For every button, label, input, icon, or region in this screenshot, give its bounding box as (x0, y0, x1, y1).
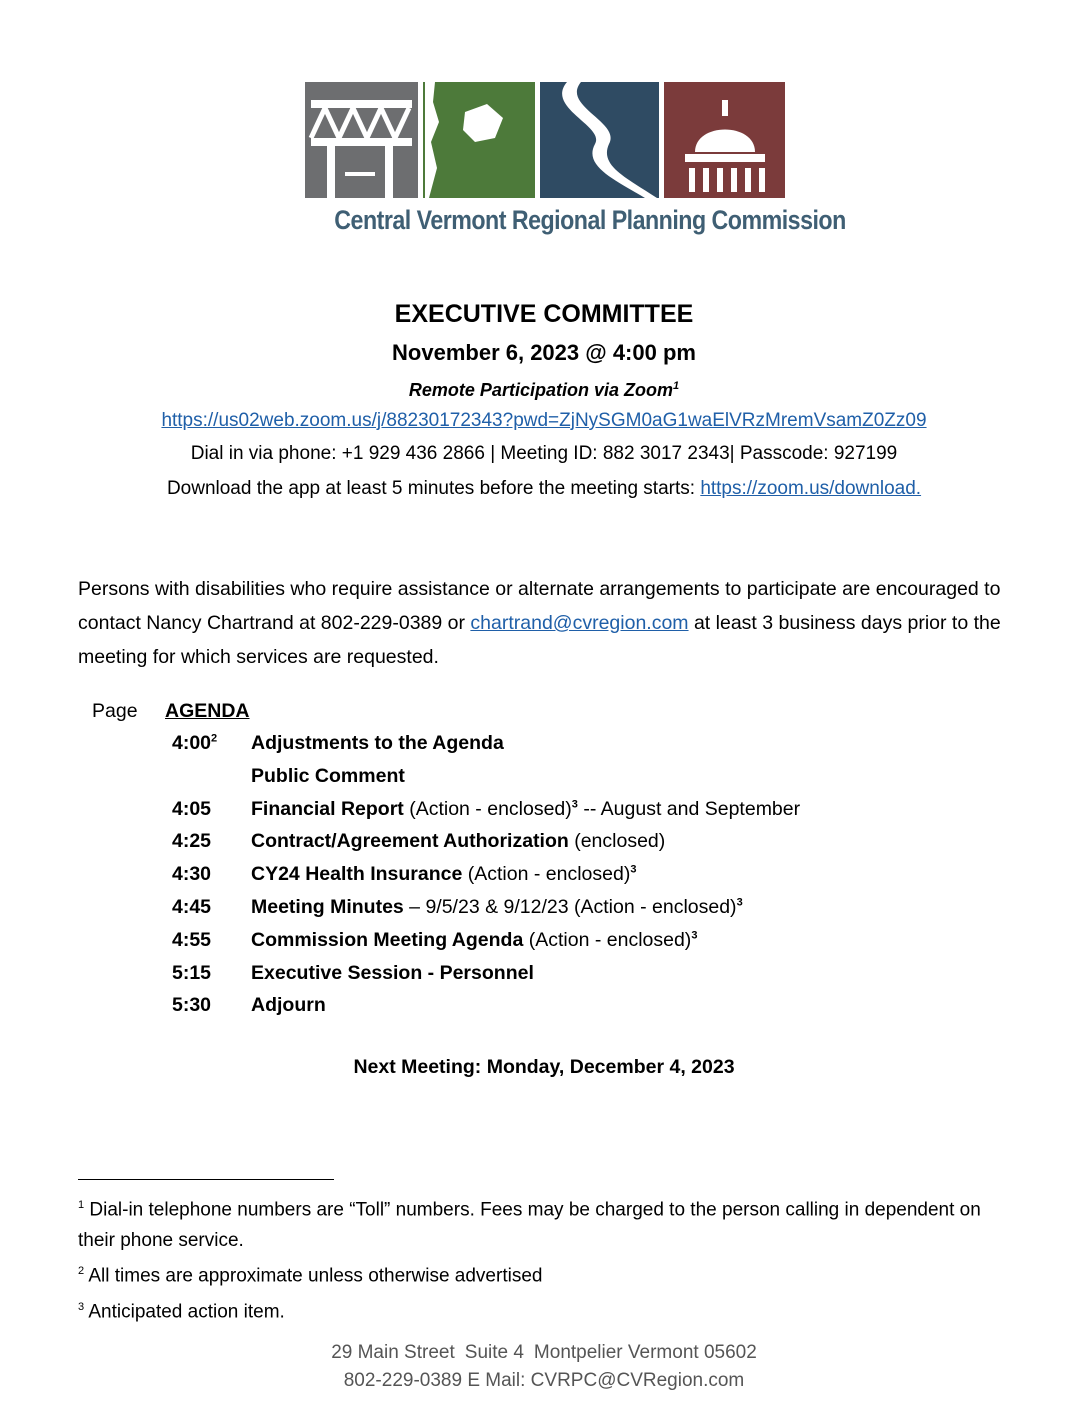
agenda-time: 4:45 (172, 895, 212, 918)
dial-in-info: Dial in via phone: +1 929 436 2866 | Meeting ID: 882 3017 2343| Passcode: 927199 (190, 443, 898, 464)
agenda-item (172, 929, 1032, 962)
agenda-item-text: Commission Meeting Agenda (Action - enclosed)$^3$ (251, 928, 698, 951)
footnote-1: $^1$ Dial-in telephone numbers are “Toll” numbers. Fees may be charged to the person calling in dependent on their phone service. (78, 1199, 981, 1251)
remote-participation (0, 380, 1088, 401)
accessibility-notice (78, 572, 1018, 674)
cvrpc-logo (305, 82, 785, 198)
footer-contact: 802-229-0389 E Mail: CVRPC@CVRegion.com (343, 1370, 745, 1391)
agenda-item (172, 830, 1032, 863)
agenda-item-text: Adjourn (251, 994, 326, 1017)
agenda-item (172, 994, 1032, 1027)
logo-graphic (305, 82, 785, 198)
agenda-heading: AGENDA (165, 700, 250, 722)
agenda-item (172, 863, 1032, 896)
agenda-list (172, 732, 1032, 1027)
agenda-item-text: Meeting Minutes – 9/5/23 & 9/12/23 (Action - enclosed)$^3$ (251, 895, 743, 918)
agenda-time: $4:00^2$ (172, 732, 218, 754)
agenda-item-text: Executive Session - Personnel (251, 961, 534, 984)
zoom-download-link[interactable]: https://zoom.us/download. (700, 478, 922, 499)
footnote-ref: 1 (672, 380, 680, 392)
footnote-2: $^2$ All times are approximate unless otherwise advertised (78, 1265, 543, 1287)
agenda-item-text: Public Comment (251, 764, 405, 787)
footer-city: Montpelier Vermont 05602 (533, 1342, 757, 1363)
notice-text-before: Persons with disabilities who require assistance or alternate arrangements to participate are encouraged to contact Nancy Chartrand at 802-229-0389 or (78, 578, 1001, 634)
footnotes (78, 1190, 1018, 1328)
contact-email-link[interactable]: chartrand@cvregion.com (470, 612, 689, 634)
agenda-time: 5:15 (172, 961, 212, 984)
agenda-time: 4:30 (172, 863, 212, 886)
agenda-item-text: Contract/Agreement Authorization (enclosed) (251, 830, 666, 853)
agenda-time: 5:30 (172, 994, 212, 1017)
agenda-time: 4:05 (172, 797, 212, 820)
agenda-item (172, 896, 1032, 929)
meeting-date: November 6, 2023 @ 4:00 pm (392, 340, 696, 365)
page-column-label: Page (92, 700, 138, 722)
agenda-item (172, 732, 1032, 765)
agenda-time: 4:55 (172, 928, 212, 951)
download-text: Download the app at least 5 minutes before the meeting starts: (166, 478, 701, 499)
download-line (0, 478, 1088, 500)
footer-street: 29 Main Street (331, 1342, 455, 1363)
footnote-3: $^3$ Anticipated action item. (78, 1301, 285, 1323)
remote-text: Remote Participation via Zoom (408, 380, 673, 400)
org-name: Central Vermont Regional Planning Commission (334, 205, 846, 235)
footer-address (0, 1342, 1088, 1364)
footer-suite: Suite 4 (464, 1342, 524, 1363)
next-meeting: Next Meeting: Monday, December 4, 2023 (353, 1056, 735, 1078)
agenda-item (172, 962, 1032, 995)
agenda-item (172, 765, 1032, 798)
zoom-meeting-link[interactable]: https://us02web.zoom.us/j/88230172343?pwd=ZjNySGM0aG1waElVRzMremVsamZ0Zz09 (161, 410, 927, 431)
footnote-divider (78, 1179, 334, 1180)
agenda-item-text: Financial Report (Action - enclosed)$^3$ -- August and September (251, 797, 801, 820)
notice-text-after: at least 3 business days prior to the meeting for which services are requested. (78, 612, 1001, 668)
agenda-item-text: CY24 Health Insurance (Action - enclosed)$^3$ (251, 863, 637, 886)
page-title: EXECUTIVE COMMITTEE (394, 300, 694, 328)
agenda-item-text: Adjustments to the Agenda (251, 732, 504, 754)
agenda-time: 4:25 (172, 830, 212, 853)
agenda-item (172, 798, 1032, 831)
